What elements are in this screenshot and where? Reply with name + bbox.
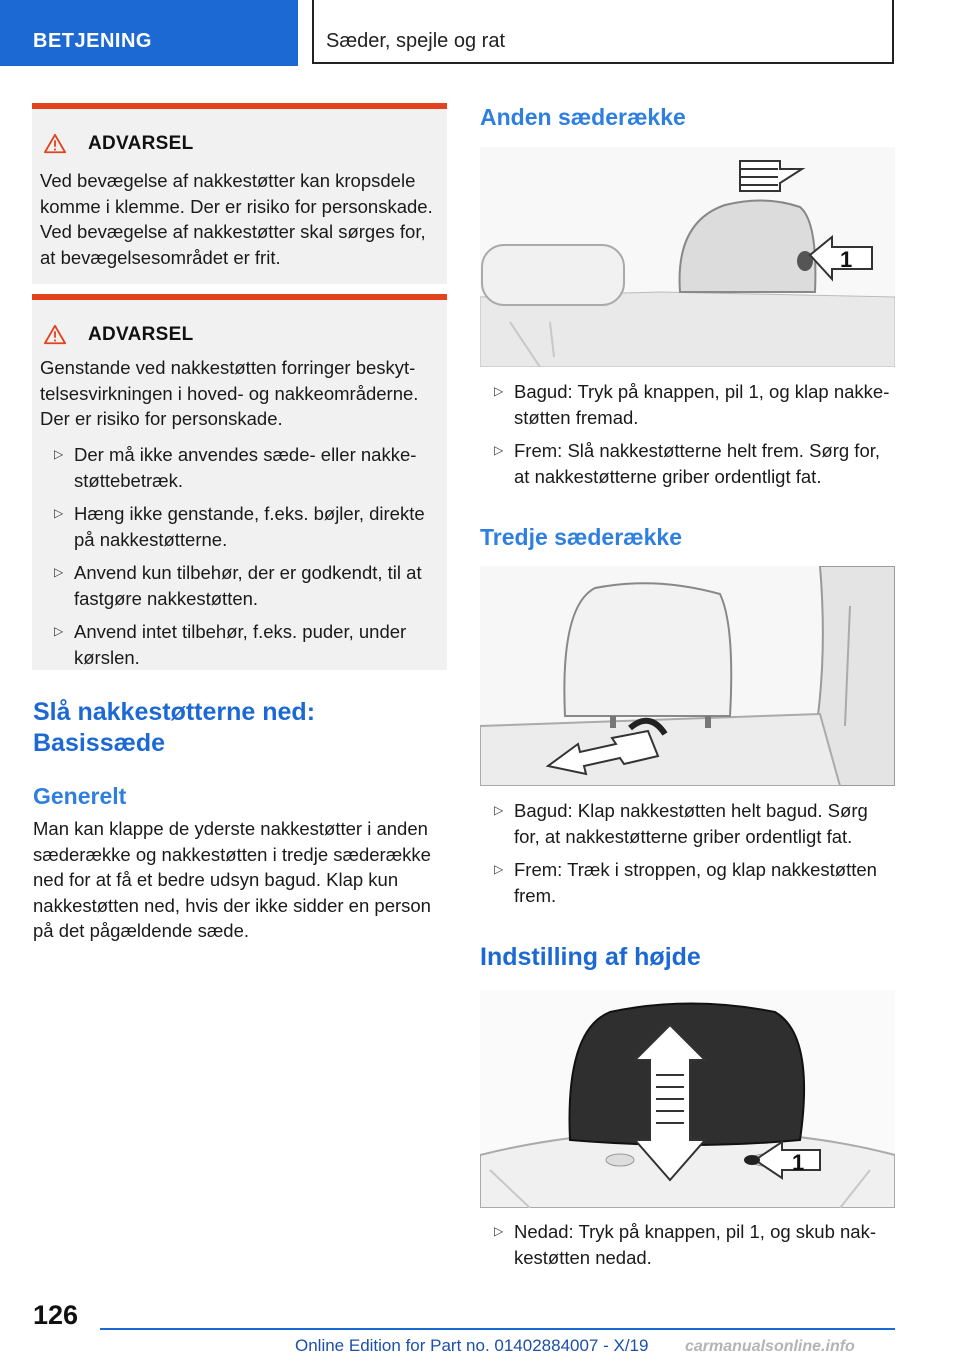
illustration-third-row [480,566,895,786]
third-row-list [480,798,895,916]
list-item: ▷ Hæng ikke genstande, f.eks. bøjler, direkte på nakkestøtterne. [54,503,425,550]
edition-link[interactable]: Online Edition for Part no. 01402884007 - X/19 [295,1336,649,1355]
list-item: ▷ Bagud: Klap nakkestøtten helt bagud. Sørg for, at nakkestøtterne griber ordentligt fat. [494,800,868,847]
illustration-second-row [480,147,895,367]
subsection-heading: Generelt [33,783,127,809]
warning-box-2 [32,294,447,670]
bullet-triangle-icon: ▷ [494,803,504,817]
warning-text-1: Ved bevægelse af nakkestøtter kan kropsdele komme i klemme. Der er risiko for personskade. Ved bevægelse af nakkestøtter skal sørges for, at bevægelsesområdet er frit. [40,170,433,268]
warning-heading: ADVARSEL [88,324,194,345]
warning-heading: ADVARSEL [88,133,194,154]
bullet-triangle-icon: ▷ [54,565,64,579]
height-list [480,1219,895,1278]
illustration-height [480,990,895,1208]
bullet-triangle-icon: ▷ [54,447,64,461]
warning-triangle-icon [44,324,66,346]
callout-number: 1 [792,1150,805,1175]
warning-title-2 [44,322,194,348]
section-heading: Slå nakkestøtterne ned: Basissæde [33,698,316,757]
list-item: ▷ Anvend intet tilbehør, f.eks. puder, under kørslen. [54,621,407,668]
callout-number: 1 [840,247,853,272]
bullet-triangle-icon: ▷ [494,1224,504,1238]
list-item: ▷ Frem: Slå nakkestøtterne helt frem. Sørg for, at nakkestøtterne griber ordentligt fat. [494,440,881,487]
warning-triangle-icon [44,133,66,155]
bullet-triangle-icon: ▷ [494,384,504,398]
section-heading: Indstilling af højde [480,943,701,971]
list-item: ▷ Frem: Træk i stroppen, og klap nakkestøtten frem. [494,859,877,906]
footer-divider [100,1328,895,1330]
subsection-heading: Tredje sæderække [480,524,683,550]
section-tab [0,0,298,66]
page-number: 126 [33,1300,79,1330]
second-row-list [480,379,895,497]
list-item: ▷ Bagud: Tryk på knappen, pil 1, og klap nakkestøtten fremad. [494,381,890,428]
warning-title-1 [44,131,194,157]
chapter-header [312,0,894,64]
list-item: ▷ Der må ikke anvendes sæde- eller nakkestøttebetræk. [54,444,417,491]
watermark: carmanualsonline.info [685,1338,855,1355]
section-title: BETJENING [33,30,152,52]
chapter-title: Sæder, spejle og rat [326,30,505,52]
bullet-triangle-icon: ▷ [494,443,504,457]
warning-list [40,442,440,678]
general-paragraph: Man kan klappe de yderste nakkestøtter i anden sæderække og nakkestøtten i tredje sæderække ned for at få et bedre udsyn bagud. Klap kun nakkestøtten ned, hvis der ikke sidder en person på det pågældende sæde. [33,818,431,941]
bullet-triangle-icon: ▷ [494,862,504,876]
list-item: ▷ Anvend kun tilbehør, der er godkendt, til at fastgøre nakkestøtten. [54,562,422,609]
bullet-triangle-icon: ▷ [54,506,64,520]
list-item: ▷ Nedad: Tryk på knappen, pil 1, og skub nakkestøtten nedad. [494,1221,877,1268]
bullet-triangle-icon: ▷ [54,624,64,638]
warning-box-1 [32,103,447,284]
subsection-heading: Anden sæderække [480,104,686,130]
warning-text-2: Genstande ved nakkestøtten forringer beskyttelsesvirkningen i hoved- og nakkeområderne. Der er risiko for personskade. [40,357,419,429]
